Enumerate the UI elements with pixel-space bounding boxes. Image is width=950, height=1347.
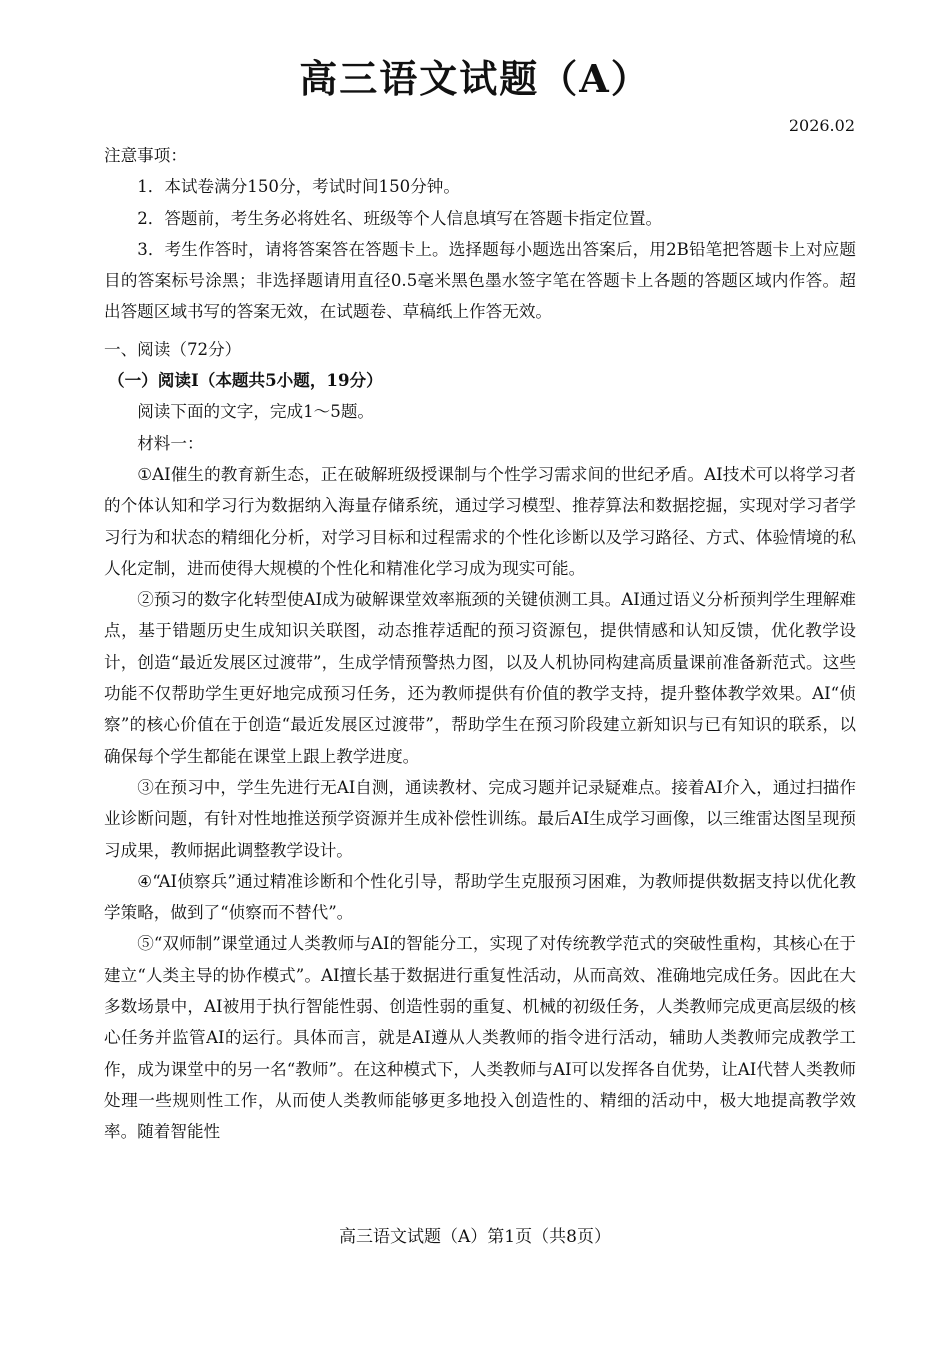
- notice-item: 1．本试卷满分150分，考试时间150分钟。: [137, 177, 460, 197]
- notice-heading: 注意事项：: [104, 146, 187, 165]
- passage-paragraph-4: ④“AI侦察兵”通过精准诊断和个性化引导，帮助学生克服预习困难，为教师提供数据支持以优化教学策略，做到了“侦察而不替代”。: [104, 871, 856, 923]
- page-footer: 高三语文试题（A）第1页（共8页）: [339, 1227, 611, 1247]
- material-label: 材料一：: [137, 433, 204, 453]
- passage-paragraph-3: ③在预习中，学生先进行无AI自测，通读教材、完成习题并记录疑难点。接着AI介入，通过扫描作业诊断问题，有针对性地推送预学资源并生成补偿性训练。最后AI生成学习画像，以三维雷达图呈现预习成果，教师据此调整教学设计。: [104, 777, 856, 860]
- section-heading: 一、阅读（72分）: [104, 339, 242, 359]
- exam-date: 2026.02: [788, 116, 855, 135]
- page-body: [104, 140, 856, 1148]
- notice-item: 3．考生作答时，请将答案答在答题卡上。选择题每小题选出答案后，用2B铅笔把答题卡上对应题目的答案标号涂黑；非选择题请用直径0.5毫米黑色墨水签字笔在答题卡上各题的答题区域内作答。超出答题区域书写的答案无效，在试题卷、草稿纸上作答无效。: [104, 239, 856, 322]
- page-title: 高三语文试题（A）: [299, 56, 651, 101]
- reading-instruction: 阅读下面的文字，完成1～5题。: [137, 402, 375, 422]
- passage-paragraph-5: ⑤“双师制”课堂通过人类教师与AI的智能分工，实现了对传统教学范式的突破性重构，其核心在于建立“人类主导的协作模式”。AI擅长基于数据进行重复性活动，从而高效、准确地完成任务。因此在大多数场景中，AI被用于执行智能性弱、创造性弱的重复、机械的初级任务，人类教师完成更高层级的核心任务并监管AI的运行。具体而言，就是AI遵从人类教师的指令进行活动，辅助人类教师完成教学工作，成为课堂中的另一名“教师”。在这种模式下，人类教师与AI可以发挥各自优势，让AI代替人类教师处理一些规则性工作，从而使人类教师能够更多地投入创造性的、精细的活动中，极大地提高教学效率。随着智能性: [104, 934, 856, 1142]
- passage-paragraph-2: ②预习的数字化转型使AI成为破解课堂效率瓶颈的关键侦测工具。AI通过语义分析预判学生理解难点，基于错题历史生成知识关联图，动态推荐适配的预习资源包，提供情感和认知反馈，优化教学设计，创造“最近发展区过渡带”，生成学情预警热力图，以及人机协同构建高质量课前准备新范式。这些功能不仅帮助学生更好地完成预习任务，还为教师提供有价值的教学支持，提升整体教学效果。AI“侦察”的核心价值在于创造“最近发展区过渡带”，帮助学生在预习阶段建立新知识与已有知识的联系，以确保每个学生都能在课堂上跟上教学进度。: [104, 590, 856, 766]
- subsection-heading: （一）阅读Ⅰ（本题共5小题，19分）: [108, 370, 383, 391]
- passage-paragraph-1: ①AI催生的教育新生态，正在破解班级授课制与个性学习需求间的世纪矛盾。AI技术可以将学习者的个体认知和学习行为数据纳入海量存储系统，通过学习模型、推荐算法和数据挖掘，实现对学习者学习行为和状态的精细化分析，对学习目标和过程需求的个性化诊断以及学习路径、方式、体验情境的私人化定制，进而使得大规模的个性化和精准化学习成为现实可能。: [104, 464, 856, 578]
- notice-item: 2．答题前，考生务必将姓名、班级等个人信息填写在答题卡指定位置。: [137, 208, 663, 228]
